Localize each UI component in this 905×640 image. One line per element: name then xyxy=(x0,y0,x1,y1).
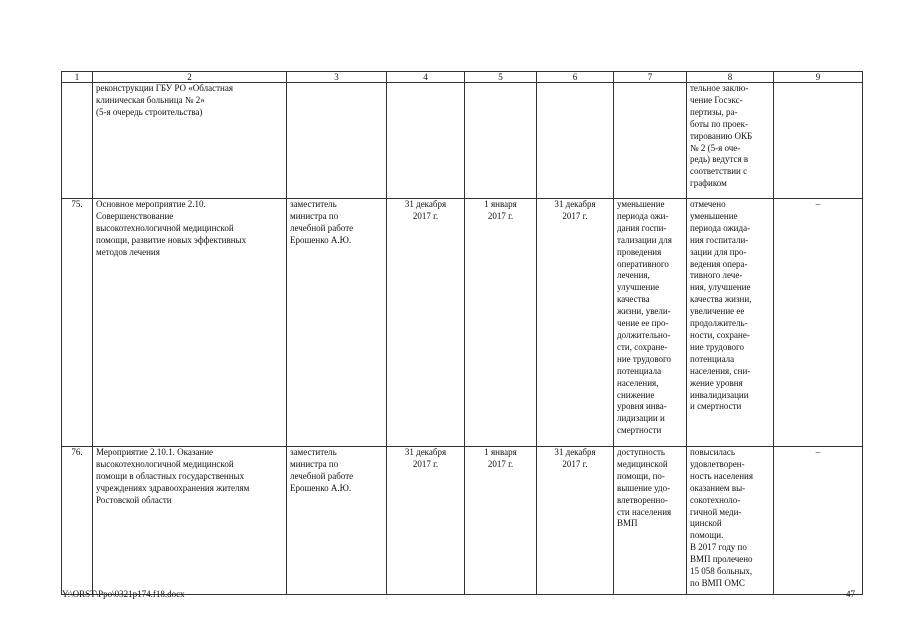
table-row xyxy=(62,447,863,595)
footer-filename: Y:\ORST\Ppo\0321p174.f18.docx xyxy=(62,589,185,599)
row-number: 75. xyxy=(62,199,93,447)
table-row xyxy=(62,83,863,199)
column-number: 1 xyxy=(62,72,93,83)
planned-end-date: 31 декабря 2017 г. xyxy=(387,199,465,447)
actual-end-date: 31 декабря 2017 г. xyxy=(537,447,614,595)
responsible-person: заместитель министра по лечебной работе Ерошенко А.Ю. xyxy=(287,199,387,447)
problems: – xyxy=(774,199,863,447)
expected-result: уменьшение периода ожи- дания госпи- тализации для проведения оперативного лечения, улучшение качества жизни, увели- чение ее про- должительно- сти, сохране- ние трудового потенциала населения, снижение уровня инва- лидизации и смертности xyxy=(614,199,687,447)
column-number-row xyxy=(62,72,863,83)
column-number: 7 xyxy=(614,72,687,83)
column-number: 9 xyxy=(774,72,863,83)
expected-result xyxy=(614,83,687,199)
planned-end-date: 31 декабря 2017 г. xyxy=(387,447,465,595)
report-table xyxy=(61,71,863,595)
column-number: 8 xyxy=(687,72,774,83)
actual-start-date: 1 января 2017 г. xyxy=(465,199,537,447)
column-number: 5 xyxy=(465,72,537,83)
measure-name: Мероприятие 2.10.1. Оказание высокотехнологичной медицинской помощи в областных государственных учреждениях здравоохранения жителям Ростовской области xyxy=(93,447,287,595)
column-number: 2 xyxy=(93,72,287,83)
actual-end-date: 31 декабря 2017 г. xyxy=(537,199,614,447)
actual-start-date xyxy=(465,83,537,199)
measure-name: реконструкции ГБУ РО «Областная клиническая больница № 2» (5-я очередь строительства) xyxy=(93,83,287,199)
responsible-person: заместитель министра по лечебной работе Ерошенко А.Ю. xyxy=(287,447,387,595)
actual-start-date: 1 января 2017 г. xyxy=(465,447,537,595)
measure-name: Основное мероприятие 2.10. Совершенствование высокотехнологичной медицинской помощи, развитие новых эффективных методов лечения xyxy=(93,199,287,447)
achieved-result: отмечено уменьшение периода ожида- ния госпитали- зации для про- ведения опера- тивного лече- ния, улучшение качества жизни, увеличение ее продолжитель- ности, сохране- ние трудового потенциала населения, сни- жение уровня инвалидизации и смертности xyxy=(687,199,774,447)
problems: – xyxy=(774,447,863,595)
expected-result: доступность медицинской помощи, по- вышение удо- влетворенно- сти населения ВМП xyxy=(614,447,687,595)
column-number: 6 xyxy=(537,72,614,83)
achieved-result: повысилась удовлетворен- ность населения оказанием вы- сокотехноло- гичной меди- цинской помощи. В 2017 году по ВМП пролечено 15 058 больных, по ВМП ОМС xyxy=(687,447,774,595)
table-row xyxy=(62,199,863,447)
column-number: 3 xyxy=(287,72,387,83)
planned-end-date xyxy=(387,83,465,199)
responsible-person xyxy=(287,83,387,199)
row-number xyxy=(62,83,93,199)
row-number: 76. xyxy=(62,447,93,595)
actual-end-date xyxy=(537,83,614,199)
problems xyxy=(774,83,863,199)
page-number: 47 xyxy=(846,589,855,599)
column-number: 4 xyxy=(387,72,465,83)
achieved-result: тельное заклю- чение Госэкс- пертизы, ра- боты по проек- тированию ОКБ № 2 (5-я оче- редь) ведутся в соответствии с графиком xyxy=(687,83,774,199)
